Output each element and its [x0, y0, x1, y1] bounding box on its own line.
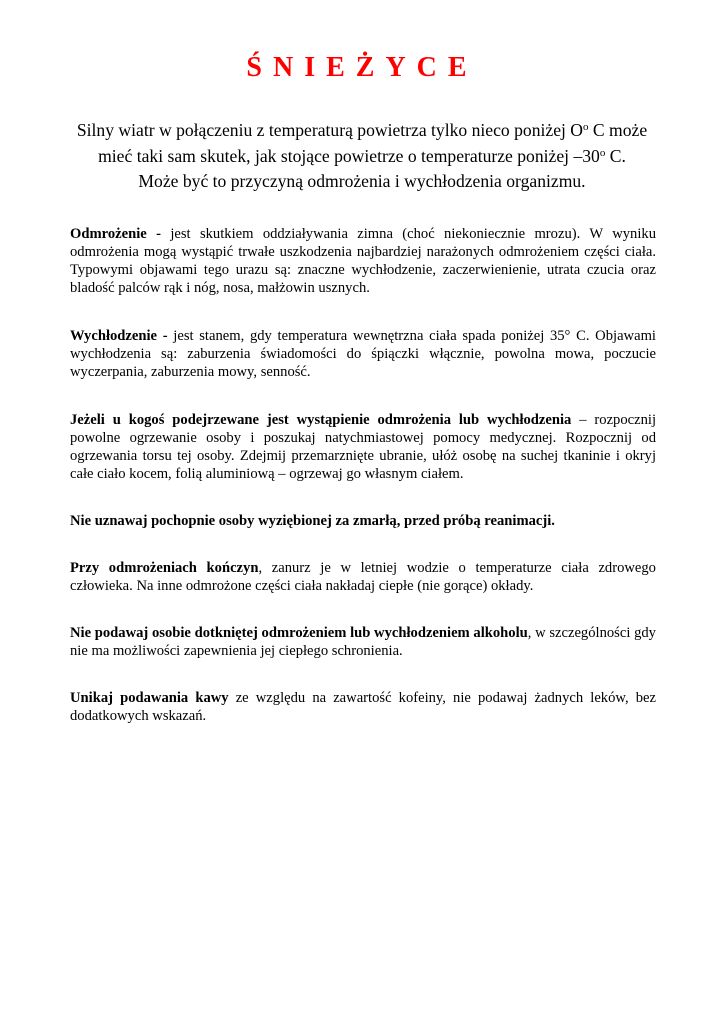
paragraph-body: – rozpocznij powolne ogrzewanie osoby i poszukaj natychmiastowej pomocy medycznej. Rozpocznij od ogrzewania torsu tej osoby. Zdejmij przemarznięte ubranie, ułóż osobę na suchej tkaninie i okryj całe ciało kocem, folią aluminiową – ogrzewaj go własnym ciałem. [70, 412, 657, 482]
paragraph-heading: Jeżeli u kogoś podejrzewane jest wystąpienie odmrożenia lub wychłodzenia [70, 412, 572, 428]
degree-sup-2: o [599, 146, 606, 159]
paragraph-heading: Wychłodzenie - [70, 328, 168, 344]
paragraph-coffee [70, 689, 656, 725]
paragraph-heading: Nie uznawaj pochopnie osoby wyziębionej za zmarłą, przed próbą reanimacji. [70, 513, 555, 529]
paragraph-reanimation [70, 512, 656, 530]
intro-line2: Może być to przyczyną odmrożenia i wychłodzenia organizmu. [138, 171, 586, 191]
paragraph-body: jest stanem, gdy temperatura wewnętrzna ciała spada poniżej 35° C. Objawami wychłodzenia są: zaburzenia świadomości do śpiączki włącznie, powolna mowa, poczucie wyczerpania, zaburzenia mowy, senność. [70, 328, 656, 380]
intro-line1-b: C może mieć taki sam skutek, jak stojące powietrze o temperaturze poniżej –30 [98, 120, 648, 166]
paragraph-body: ze względu na zawartość kofeiny, nie podawaj żadnych leków, bez dodatkowych wskazań. [70, 690, 656, 724]
degree-sup-1: o [583, 121, 589, 133]
intro-line1-a: Silny wiatr w połączeniu z temperaturą powietrza tylko nieco poniżej O [76, 120, 583, 140]
paragraph-limbs [70, 559, 656, 595]
paragraph-body: , w szczególności gdy nie ma możliwości zapewnienia jej ciepłego schronienia. [70, 625, 656, 659]
paragraph-odmrozenie [70, 225, 656, 297]
paragraph-heading: Odmrożenie - [70, 226, 161, 242]
paragraph-alcohol [70, 624, 656, 660]
intro-line1-c: C. [605, 145, 626, 166]
paragraph-body: , zanurz je w letniej wodzie o temperaturze ciała zdrowego człowieka. Na inne odmrożone części ciała nakładaj ciepłe (nie gorące) okłady. [70, 560, 656, 594]
paragraph-suspected [70, 411, 656, 483]
intro-text [70, 118, 654, 195]
paragraph-heading: Unikaj podawania kawy [70, 690, 229, 706]
paragraph-body: jest skutkiem oddziaływania zimna (choć niekoniecznie mrozu). W wyniku odmrożenia mogą wystąpić trwałe uszkodzenia najbardziej narażonych odmrożeniem części ciała. Typowymi objawami tego urazu są: znaczne wychłodzenie, zaczerwienienie, utrata czucia oraz bladość palców rąk i nóg, nosa, małżowin usznych. [70, 226, 656, 296]
document-title: ŚNIEŻYCE [246, 52, 478, 83]
paragraph-heading: Nie podawaj osobie dotkniętej odmrożeniem lub wychłodzeniem alkoholu [70, 625, 528, 641]
paragraph-heading: Przy odmrożeniach kończyn [70, 560, 259, 576]
paragraph-wychlodzenie [70, 327, 656, 381]
